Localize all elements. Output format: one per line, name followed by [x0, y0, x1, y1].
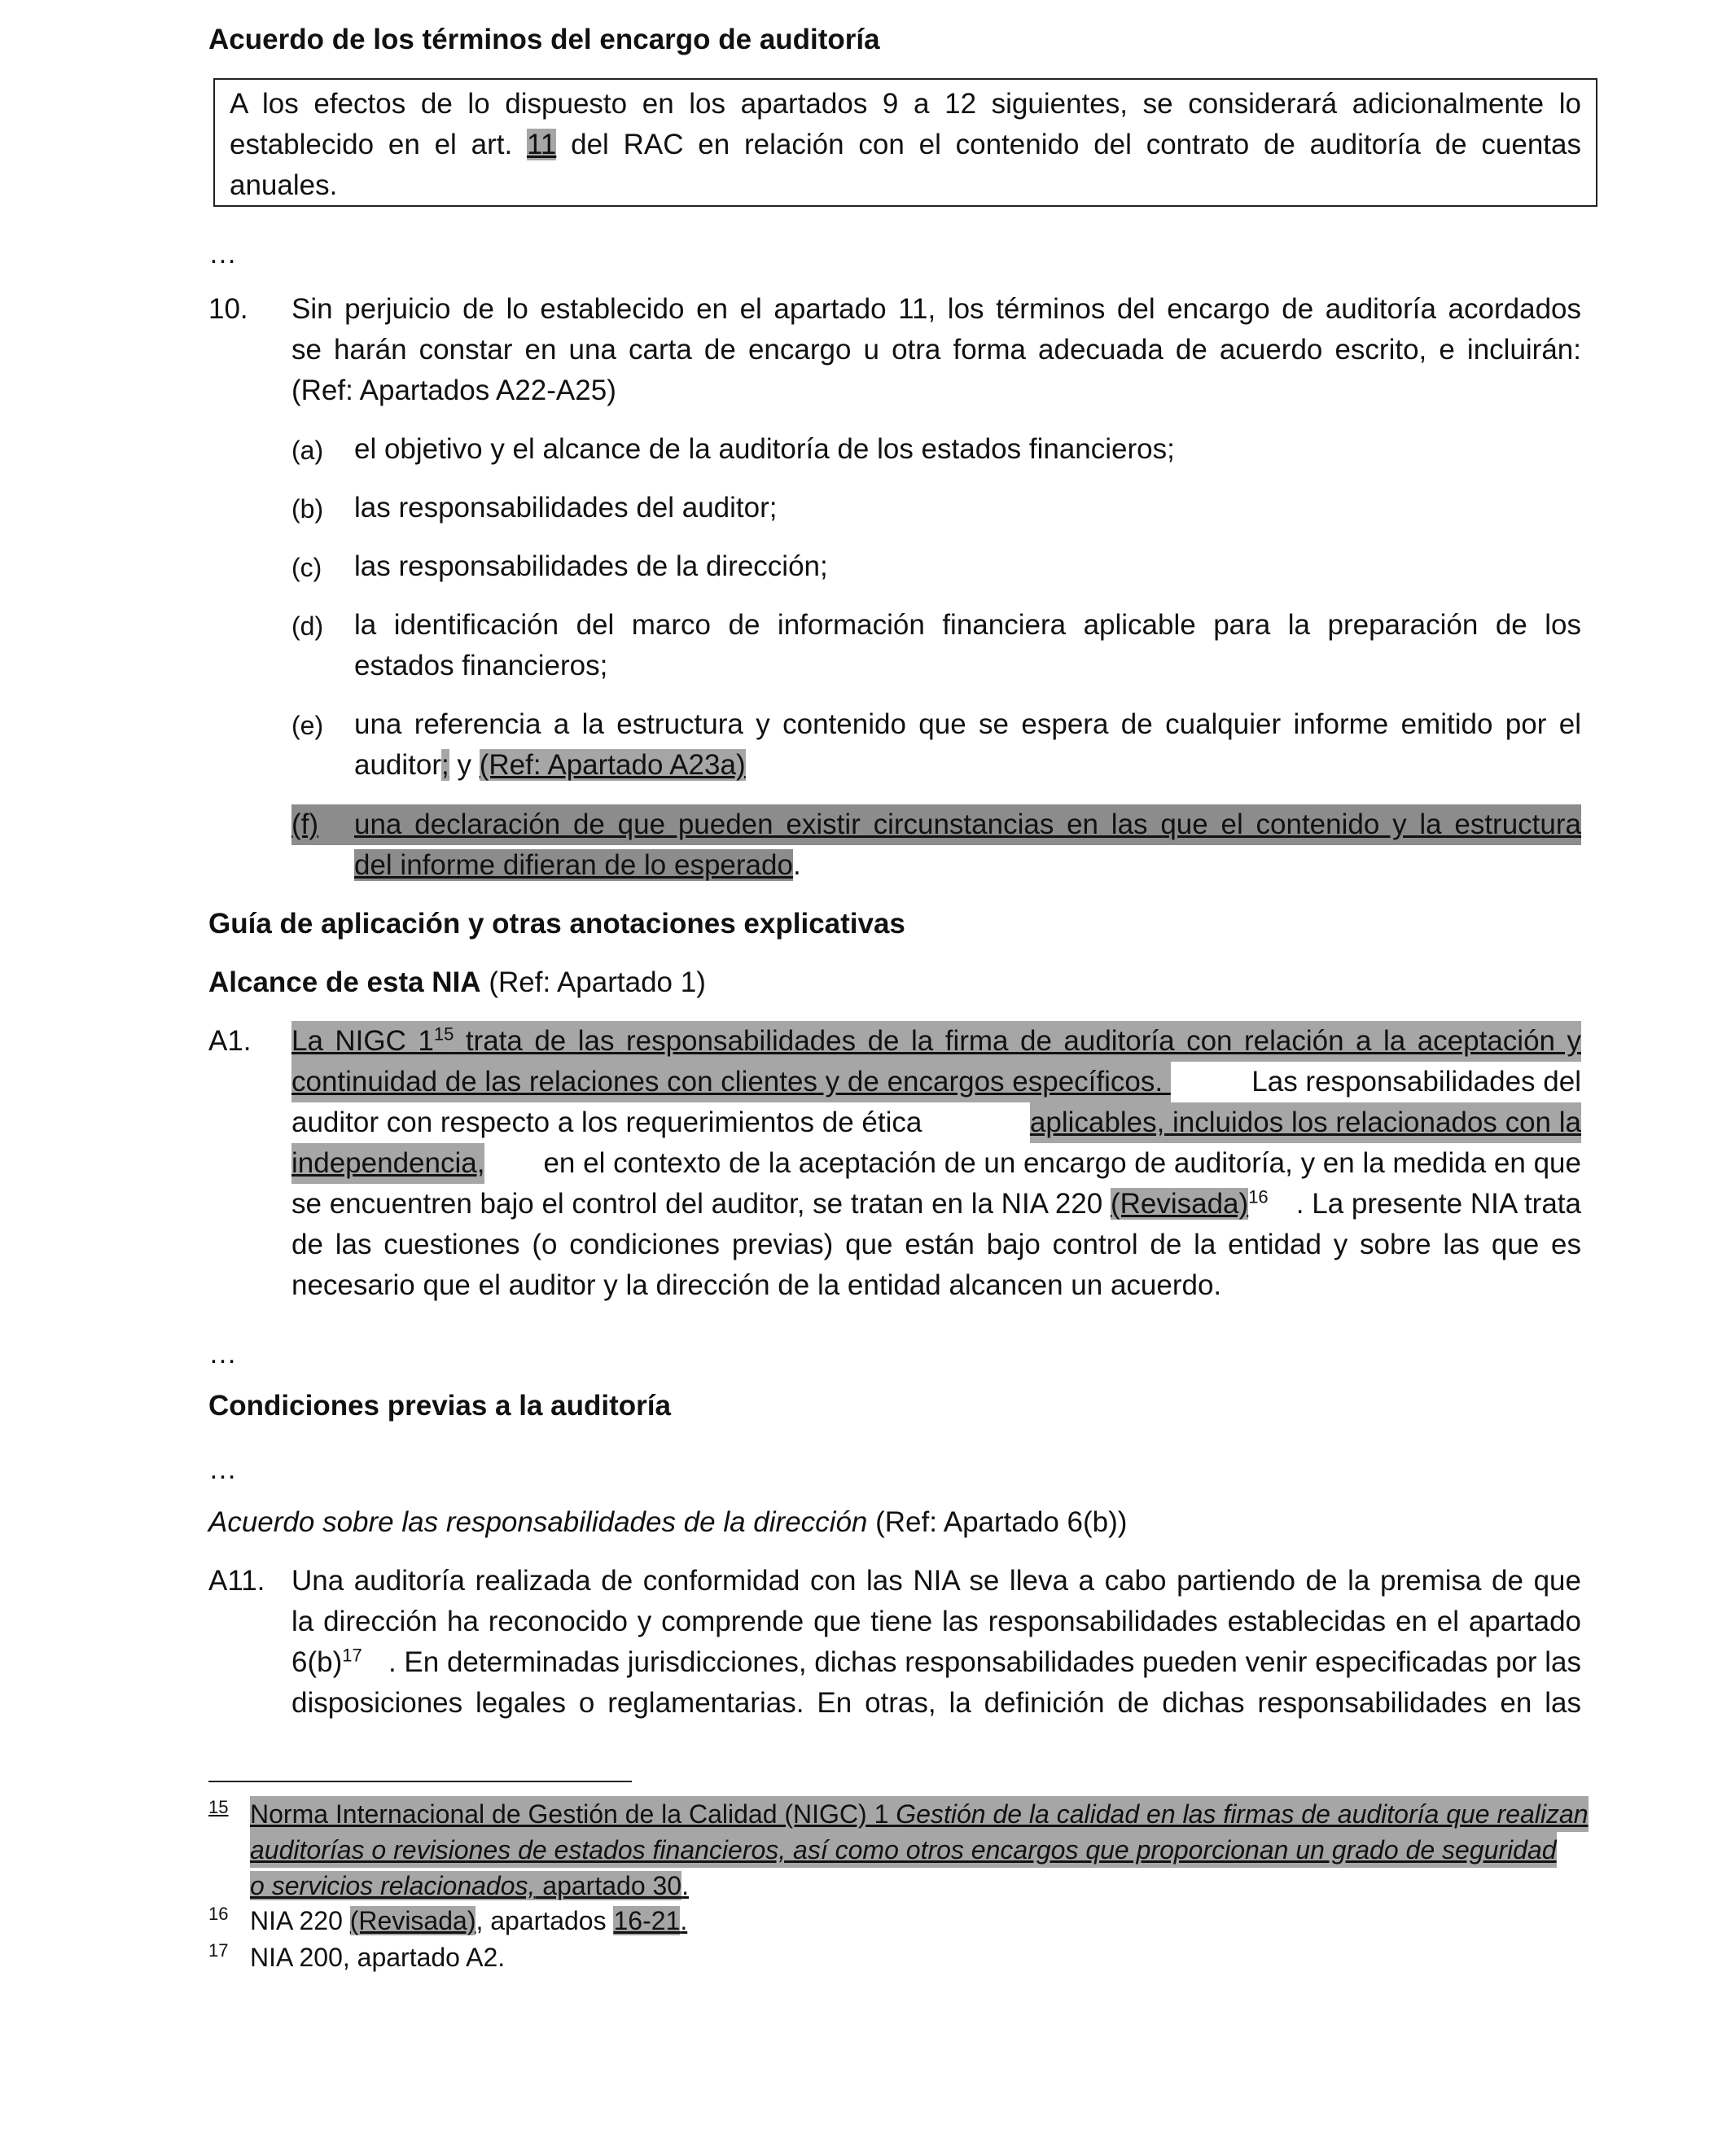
footnote-ref: 17 — [342, 1645, 362, 1666]
footnote-ref: 16 — [1248, 1186, 1269, 1207]
list-item-text: auditor; y (Ref: Apartado A23a) — [354, 749, 746, 781]
footnote-text: auditorías o revisiones de estados financieros, así como otros encargos que proporcionan un grado de seguridad — [250, 1832, 1557, 1868]
footnote-text: NIA 200, apartado A2. — [250, 1943, 506, 1972]
note-box-line: establecido en el art. 11 del RAC en relación con el contenido del contrato de auditoría de cuentas — [230, 129, 1581, 160]
ellipsis: … — [208, 238, 237, 270]
list-item-text: la identificación del marco de información financiera aplicable para la preparación de los — [354, 609, 1581, 641]
list-item-text-inserted: del informe difieran de lo esperado. — [354, 849, 801, 881]
ellipsis: … — [208, 1338, 237, 1369]
paragraph-line: continuidad de las relaciones con clientes y de encargos específicos. Las responsabilidades del — [291, 1062, 1581, 1102]
list-item-text-inserted: una declaración de que pueden existir circunstancias en las que el contenido y la estructura — [354, 804, 1581, 845]
paragraph-line: Sin perjuicio de lo establecido en el apartado 11, los términos del encargo de auditoría acordados — [291, 293, 1581, 325]
paragraph-number: A1. — [208, 1025, 252, 1057]
section-heading-guide: Guía de aplicación y otras anotaciones explicativas — [208, 908, 905, 940]
paragraph-line: se encuentren bajo el control del auditor, se tratan en la NIA 220 (Revisada)$^{16}$ . La presente NIA trata — [291, 1186, 1581, 1220]
footnote-number: 15 — [208, 1797, 229, 1817]
paragraph-line-inserted: La NIGC $1^{15}$ trata de las responsabilidades de la firma de auditoría con relación a la aceptación y — [291, 1021, 1581, 1062]
paragraph-line: de las cuestiones (o condiciones previas) que están bajo control de la entidad y sobre las que es — [291, 1229, 1581, 1260]
list-item-label: (e) — [291, 711, 324, 740]
paragraph-line: auditor con respecto a los requerimientos de ética aplicables, incluidos los relacionados con la — [291, 1102, 1581, 1143]
paragraph-line: disposiciones legales o reglamentarias. En otras, la definición de dichas responsabilidades en las — [291, 1687, 1581, 1719]
section-heading-terms: Acuerdo de los términos del encargo de auditoría — [208, 24, 880, 55]
paragraph-line: necesario que el auditor y la dirección de la entidad alcancen un acuerdo. — [291, 1269, 1222, 1301]
list-item-text: las responsabilidades de la dirección; — [354, 550, 828, 582]
footnote-text: Norma Internacional de Gestión de la Calidad (NIGC) 1 Gestión de la calidad en las firmas de auditoría que realizan — [250, 1796, 1589, 1832]
ellipsis: … — [208, 1453, 237, 1485]
paragraph-line: $6(b)^{17}$ . En determinadas jurisdicciones, dichas responsabilidades pueden venir especificadas por las — [291, 1645, 1581, 1678]
paragraph-number: 10. — [208, 293, 248, 325]
section-heading-scope: Alcance de esta NIA (Ref: Apartado 1) — [208, 966, 706, 998]
paragraph-number: A11. — [208, 1565, 265, 1597]
highlighted-reference: (Ref: Apartado A23a) — [479, 749, 746, 781]
paragraph-line: la dirección ha reconocido y comprende que tiene las responsabilidades establecidas en el apartado — [291, 1606, 1581, 1637]
list-item-text: el objetivo y el alcance de la auditoría de los estados financieros; — [354, 433, 1175, 465]
list-item-label: (c) — [291, 553, 322, 582]
paragraph-line: (Ref: Apartados A22-A25) — [291, 375, 616, 406]
list-item-text: las responsabilidades del auditor; — [354, 492, 778, 524]
subsection-heading: Acuerdo sobre las responsabilidades de la dirección (Ref: Apartado 6(b)) — [208, 1506, 1128, 1538]
footnote-ref: 15 — [433, 1023, 454, 1045]
list-item-label: (f) — [291, 804, 355, 845]
footnote-text: NIA 220 (Revisada), apartados 16-21. — [250, 1906, 688, 1935]
paragraph-line: se harán constar en una carta de encargo u otra forma adecuada de acuerdo escrito, e incluirán: — [291, 334, 1581, 366]
footnote-number: 17 — [208, 1940, 229, 1961]
paragraph-line: independencia, en el contexto de la aceptación de un encargo de auditoría, y en la medida en que — [291, 1143, 1581, 1184]
footnote-text: o servicios relacionados, apartado 30. — [250, 1871, 689, 1900]
footnote-number: 16 — [208, 1904, 229, 1924]
list-item-label: (d) — [291, 611, 324, 641]
section-heading-preconditions: Condiciones previas a la auditoría — [208, 1390, 671, 1422]
note-box-line: anuales. — [230, 169, 338, 201]
paragraph-line: Una auditoría realizada de conformidad con las NIA se lleva a cabo partiendo de la premisa de que — [291, 1565, 1581, 1597]
note-box-line: A los efectos de lo dispuesto en los apartados 9 a 12 siguientes, se considerará adicionalmente lo — [230, 88, 1581, 120]
footnote-separator — [208, 1781, 632, 1782]
list-item-label: (a) — [291, 436, 324, 465]
list-item-text: una referencia a la estructura y contenido que se espera de cualquier informe emitido por el — [354, 708, 1581, 740]
list-item-label: (b) — [291, 494, 324, 524]
list-item-text: estados financieros; — [354, 650, 608, 681]
highlighted-article-number: 11 — [526, 129, 557, 160]
